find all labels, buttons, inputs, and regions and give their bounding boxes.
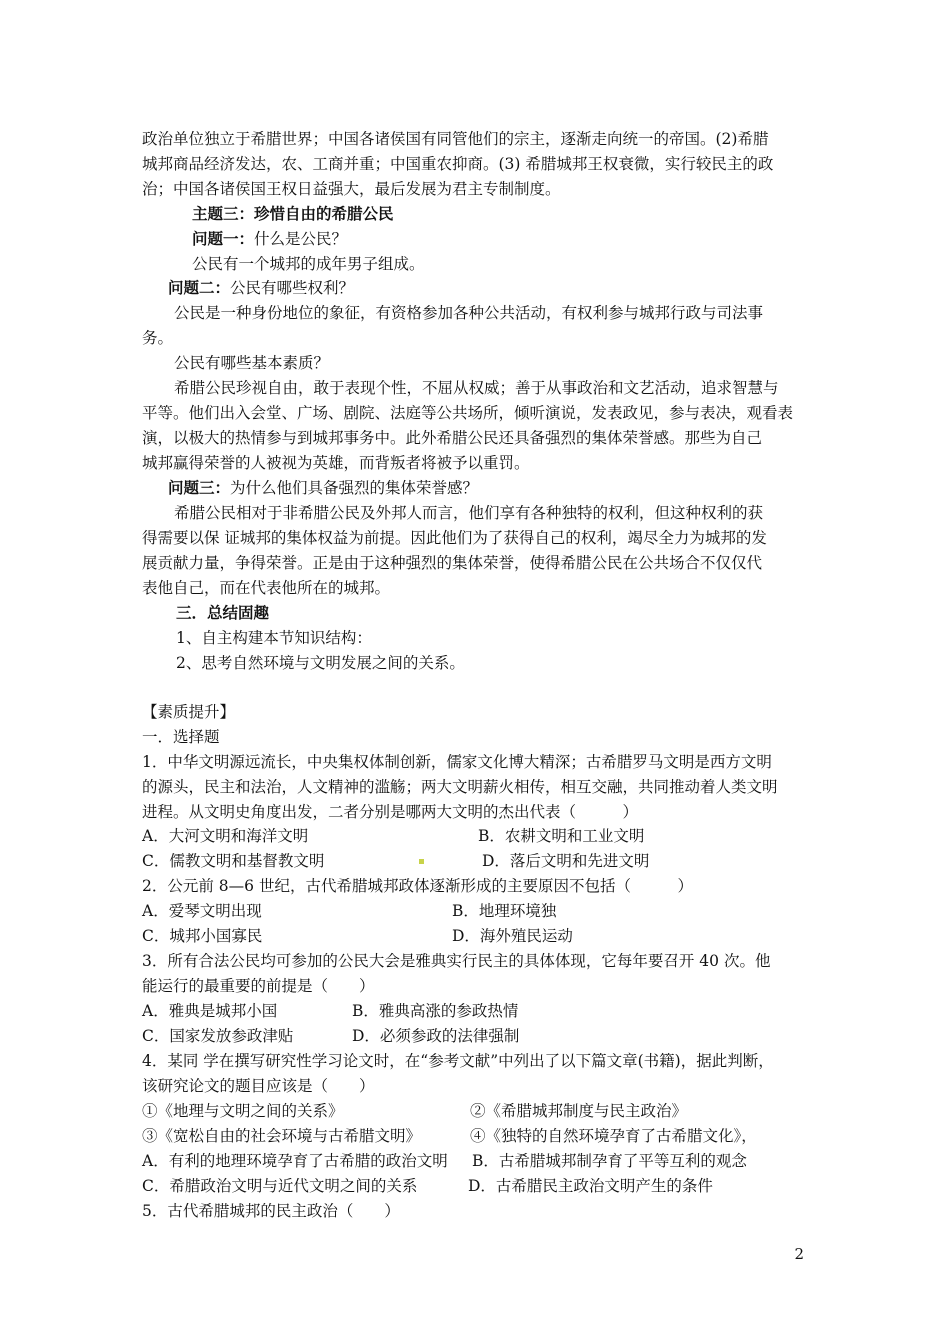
- answer-1: 公民有一个城邦的成年男子组成。: [192, 255, 425, 273]
- answer-3-line-2: 得需要以保 证城邦的集体权益为前提。因此他们为了获得自己的权利，竭尽全力为城邦的发: [142, 529, 767, 547]
- practice-section-title: 一．选择题: [142, 728, 220, 746]
- q4-reference-4: ④《独特的自然环境孕育了古希腊文化》，: [470, 1127, 757, 1145]
- q1-option-a: A．大河文明和海洋文明: [142, 827, 309, 845]
- question-3: [168, 476, 478, 500]
- question-3-text: 为什么他们具备强烈的集体荣誉感？: [230, 479, 479, 497]
- q3-option-a: A．雅典是城邦小国: [142, 1002, 278, 1020]
- answer-3-line-3: 展贡献力量，争得荣誉。正是由于这种强烈的集体荣誉，使得希腊公民在公共场合不仅仅代: [142, 554, 763, 572]
- q4-option-a: A．有利的地理环境孕育了古希腊的政治文明: [142, 1152, 448, 1170]
- q4-option-d: D．古希腊民主政治文明产生的条件: [468, 1177, 713, 1195]
- q4-line-1: 4．某同 学在撰写研究性学习论文时，在“参考文献”中列出了以下篇文章(书籍)，据此判断，: [142, 1052, 774, 1070]
- question-1-text: 什么是公民？: [254, 230, 348, 248]
- intro-line-2: 城邦商品经济发达，农、工商并重；中国重农抑商。(3) 希腊城邦王权衰微，实行较民主的政: [142, 155, 774, 173]
- answer-extra-line-1: 希腊公民珍视自由，敢于表现个性，不屈从权威；善于从事政治和文艺活动，追求智慧与: [174, 379, 779, 397]
- q2-line: 2．公元前 8—6 世纪，古代希腊城邦政体逐渐形成的主要原因不包括（ ）: [142, 877, 693, 895]
- q3-line-2: 能运行的最重要的前提是（ ）: [142, 977, 375, 995]
- q2-option-c: C．城邦小国寡民: [142, 927, 263, 945]
- q1-option-b: B．农耕文明和工业文明: [478, 827, 645, 845]
- answer-extra-line-3: 演，以极大的热情参与到城邦事务中。此外希腊公民还具备强烈的集体荣誉感。那些为自己: [142, 429, 763, 447]
- q5-line: 5．古代希腊城邦的民主政治（ ）: [142, 1202, 400, 1220]
- q1-line-2: 的源头，民主和法治，人文精神的滥觞；两大文明薪火相传，相互交融，共同推动着人类文明: [142, 778, 778, 796]
- q2-option-b: B．地理环境独: [452, 902, 557, 920]
- question-extra: 公民有哪些基本素质？: [174, 354, 330, 372]
- intro-line-1: 政治单位独立于希腊世界；中国各诸侯国有同管他们的宗主，逐渐走向统一的帝国。(2)希腊: [142, 130, 769, 148]
- q2-option-d: D．海外殖民运动: [452, 927, 573, 945]
- q3-line-1: 3．所有合法公民均可参加的公民大会是雅典实行民主的具体体现，它每年要召开 40 次。他: [142, 952, 771, 970]
- summary-title: 三．总结固趣: [176, 603, 270, 622]
- q3-option-d: D．必须参政的法律强制: [352, 1027, 520, 1045]
- theme3-title: 主题三：珍惜自由的希腊公民: [192, 204, 394, 223]
- answer-extra-line-2: 平等。他们出入会堂、广场、剧院、法庭等公共场所，倾听演说，发表政见，参与表决，观看表: [142, 404, 794, 422]
- q4-reference-1: ①《地理与文明之间的关系》: [142, 1102, 344, 1120]
- question-1: [192, 227, 347, 251]
- q4-option-b: B．古希腊城邦制孕育了平等互利的观念: [472, 1152, 747, 1170]
- intro-line-3: 治；中国各诸侯国王权日益强大，最后发展为君主专制制度。: [142, 180, 561, 198]
- q3-option-c: C．国家发放参政津贴: [142, 1027, 294, 1045]
- q1-option-c: C．儒教文明和基督教文明: [142, 852, 325, 870]
- q4-reference-3: ③《宽松自由的社会环境与古希腊文明》: [142, 1127, 422, 1145]
- answer-extra-line-4: 城邦赢得荣誉的人被视为英雄，而背叛者将被予以重罚。: [142, 454, 530, 472]
- q1-option-d: D．落后文明和先进文明: [482, 852, 650, 870]
- q4-line-2: 该研究论文的题目应该是（ ）: [142, 1077, 375, 1095]
- q2-option-a: A．爱琴文明出现: [142, 902, 262, 920]
- answer-2-line-2: 务。: [142, 329, 174, 347]
- q1-line-3: 进程。从文明史角度出发，二者分别是哪两大文明的杰出代表（ ）: [142, 803, 639, 821]
- answer-3-line-4: 表他自己，而在代表他所在的城邦。: [142, 579, 391, 597]
- q4-reference-2: ②《希腊城邦制度与民主政治》: [470, 1102, 688, 1120]
- question-3-label: 问题三：: [168, 478, 231, 497]
- question-2-text: 公民有哪些权利？: [230, 279, 355, 297]
- q1-line-1: 1．中华文明源远流长，中央集权体制创新，儒家文化博大精深；古希腊罗马文明是西方文明: [142, 753, 772, 771]
- question-2-label: 问题二：: [168, 278, 231, 297]
- summary-item-1: 1、自主构建本节知识结构：: [176, 629, 372, 647]
- question-1-label: 问题一：: [192, 229, 255, 248]
- stray-mark: [419, 859, 424, 864]
- q3-option-b: B．雅典高涨的参政热情: [352, 1002, 519, 1020]
- answer-2-line-1: 公民是一种身份地位的象征，有资格参加各种公共活动，有权利参与城邦行政与司法事: [174, 304, 764, 322]
- answer-3-line-1: 希腊公民相对于非希腊公民及外邦人而言，他们享有各种独特的权利，但这种权利的获: [174, 504, 764, 522]
- page-number: 2: [794, 1245, 804, 1263]
- summary-item-2: 2、思考自然环境与文明发展之间的关系。: [176, 654, 465, 672]
- question-2: [168, 276, 354, 300]
- q4-option-c: C．希腊政治文明与近代文明之间的关系: [142, 1177, 418, 1195]
- practice-header: 【素质提升】: [142, 703, 236, 721]
